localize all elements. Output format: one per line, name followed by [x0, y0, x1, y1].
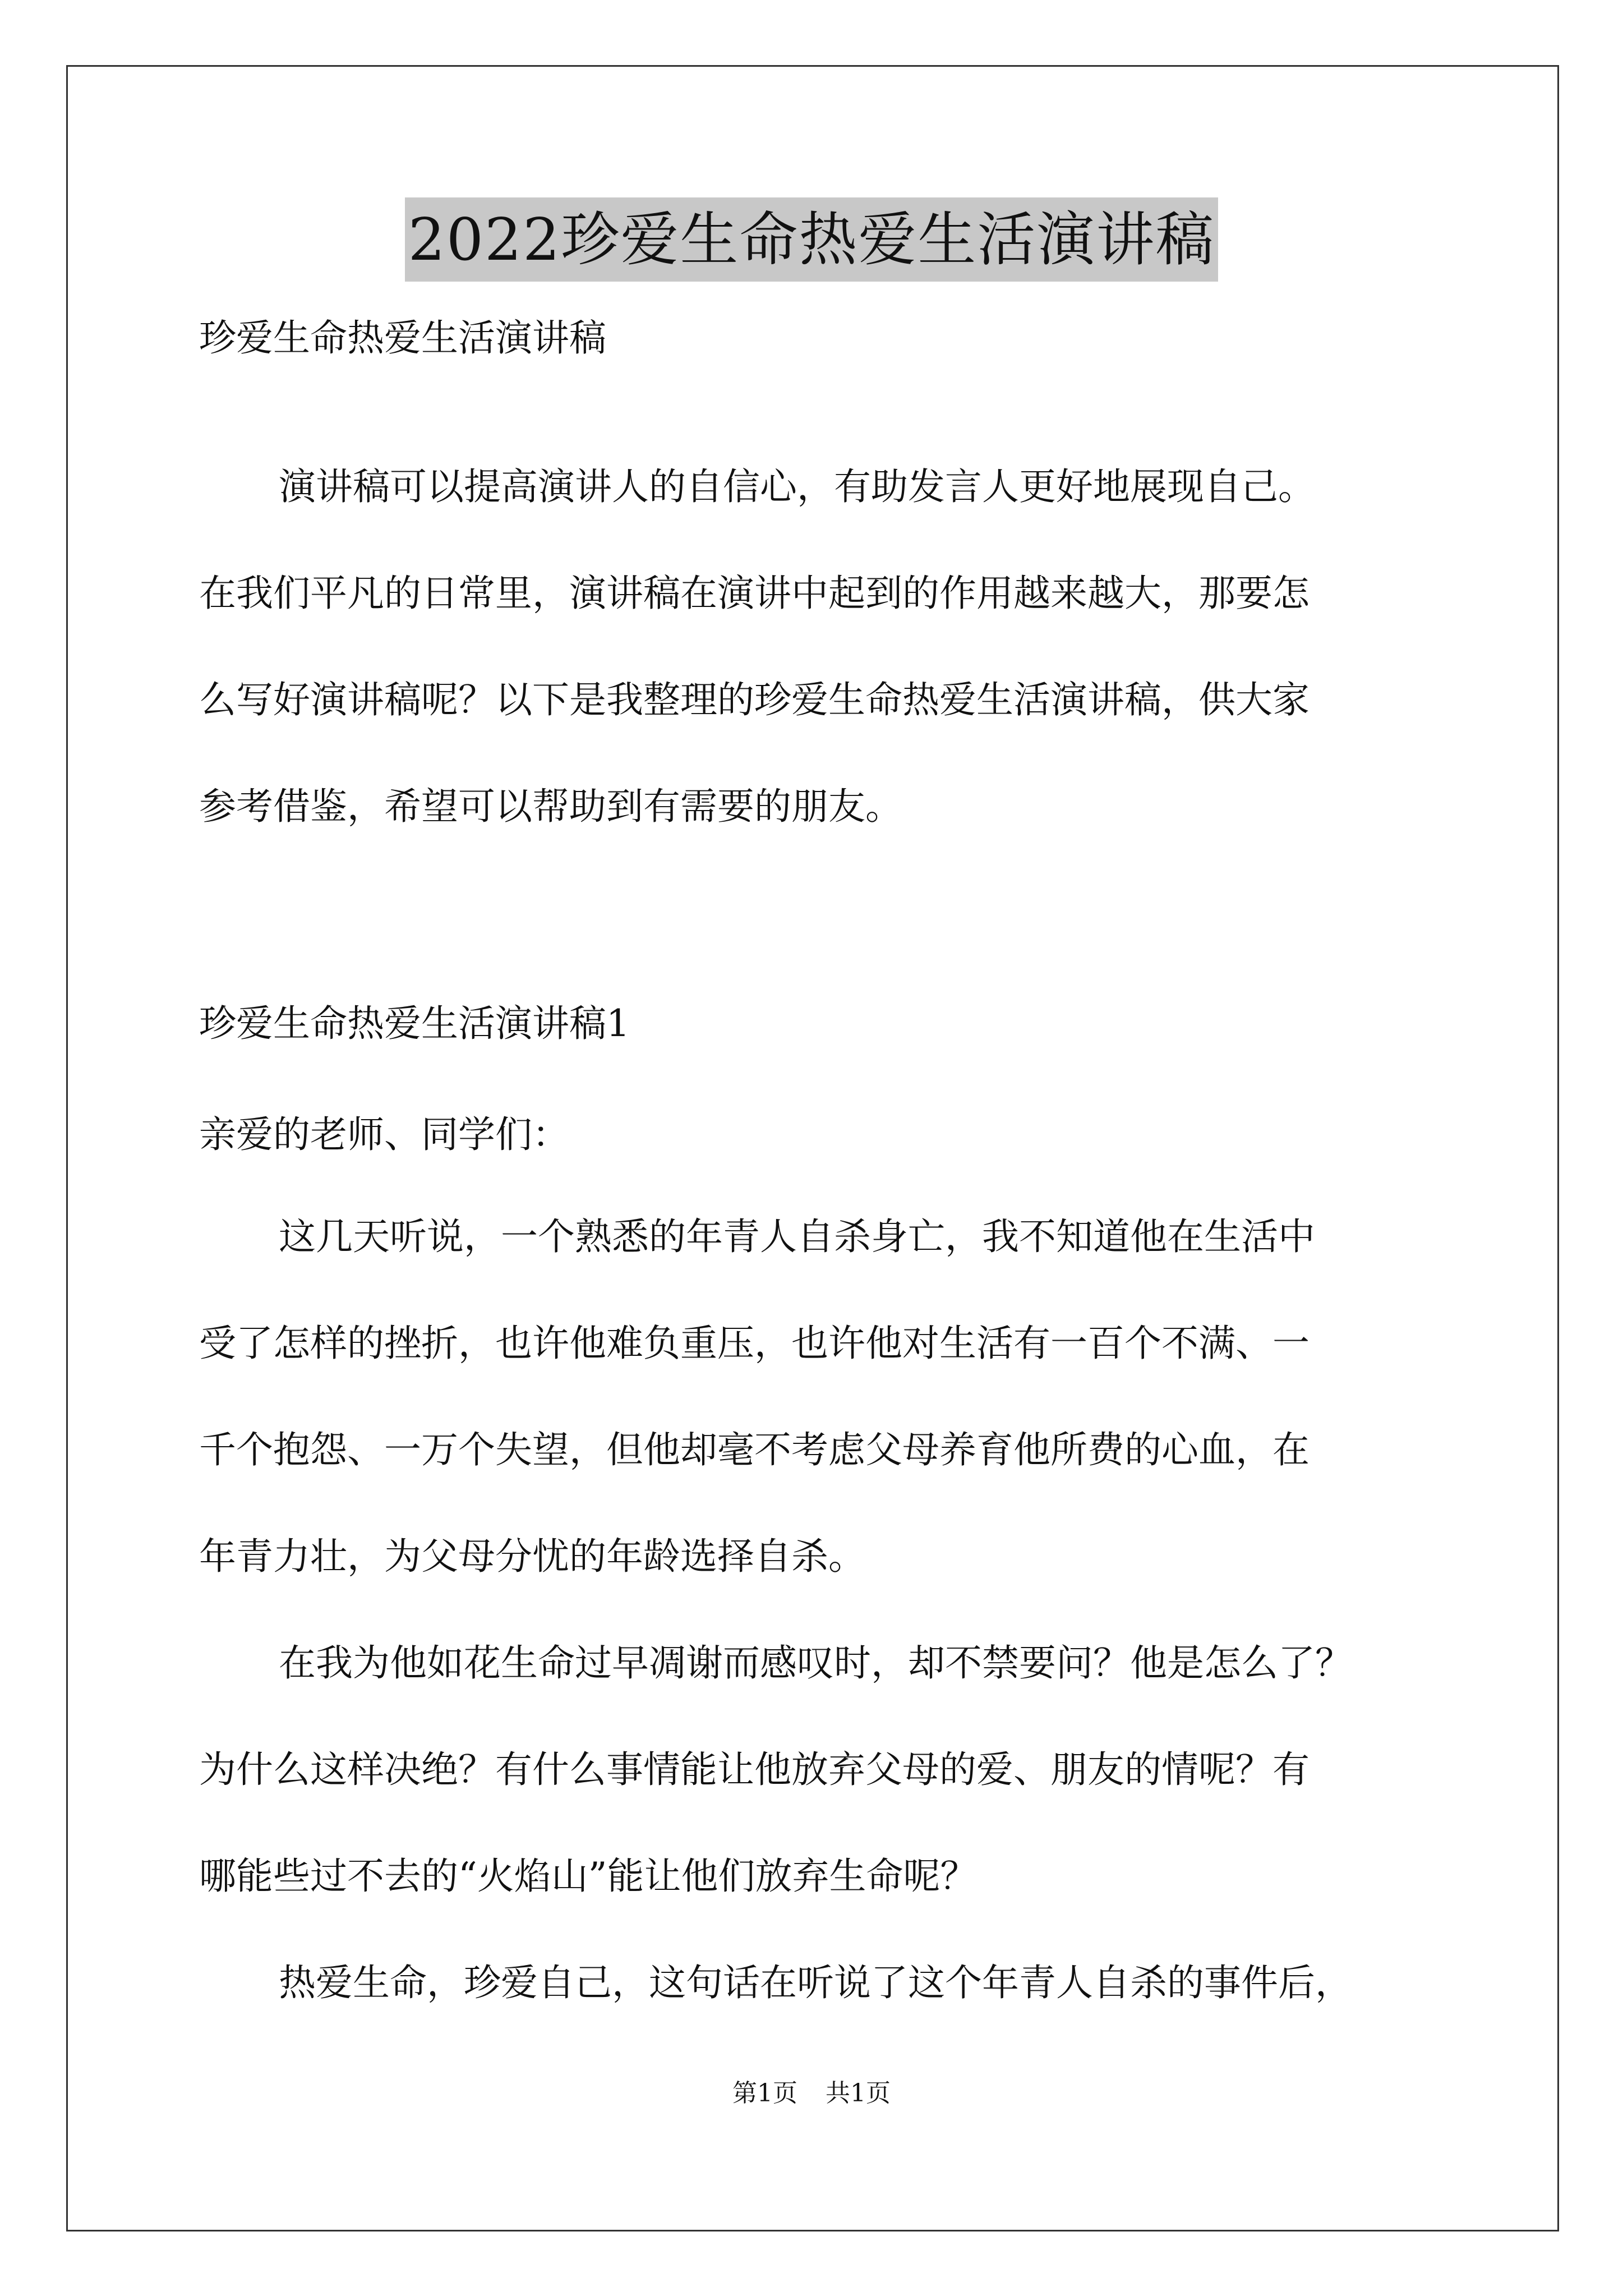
- document-title: 2022珍爱生命热爱生活演讲稿: [405, 197, 1219, 282]
- page-number: 第1页: [732, 2079, 797, 2108]
- paragraph-line: 在我们平凡的日常里，演讲稿在演讲中起到的作用越来越大，那要怎: [199, 572, 1310, 615]
- paragraph-line: 演讲稿可以提高演讲人的自信心，有助发言人更好地展现自己。: [279, 465, 1315, 508]
- page-footer: [0, 2077, 1623, 2110]
- title-container: [0, 197, 1623, 282]
- paragraph-line: 参考借鉴，希望可以帮助到有需要的朋友。: [199, 785, 902, 828]
- paragraph-line: 么写好演讲稿呢？以下是我整理的珍爱生命热爱生活演讲稿，供大家: [199, 678, 1310, 721]
- paragraph-line: 为什么这样决绝？有什么事情能让他放弃父母的爱、朋友的情呢？有: [199, 1748, 1310, 1791]
- paragraph-line: 在我为他如花生命过早凋谢而感叹时，却不禁要问？他是怎么了？: [279, 1641, 1352, 1685]
- paragraph-line: 千个抱怨、一万个失望，但他却毫不考虑父母养育他所费的心血，在: [199, 1428, 1310, 1471]
- paragraph-line: 受了怎样的挫折，也许他难负重压，也许他对生活有一百个不满、一: [199, 1322, 1310, 1365]
- paragraph-line: 热爱生命，珍爱自己，这句话在听说了这个年青人自杀的事件后，: [279, 1961, 1352, 2004]
- salutation: 亲爱的老师、同学们：: [199, 1113, 569, 1156]
- paragraph-line: 哪能些过不去的“火焰山”能让他们放弃生命呢？: [199, 1855, 978, 1898]
- page-total: 共1页: [826, 2079, 891, 2108]
- section-heading: 珍爱生命热爱生活演讲稿1: [199, 1002, 630, 1045]
- paragraph-line: 这几天听说，一个熟悉的年青人自杀身亡，我不知道他在生活中: [279, 1215, 1315, 1258]
- paragraph-line: 年青力壮，为父母分忧的年龄选择自杀。: [199, 1535, 865, 1578]
- document-subtitle: 珍爱生命热爱生活演讲稿: [199, 316, 606, 360]
